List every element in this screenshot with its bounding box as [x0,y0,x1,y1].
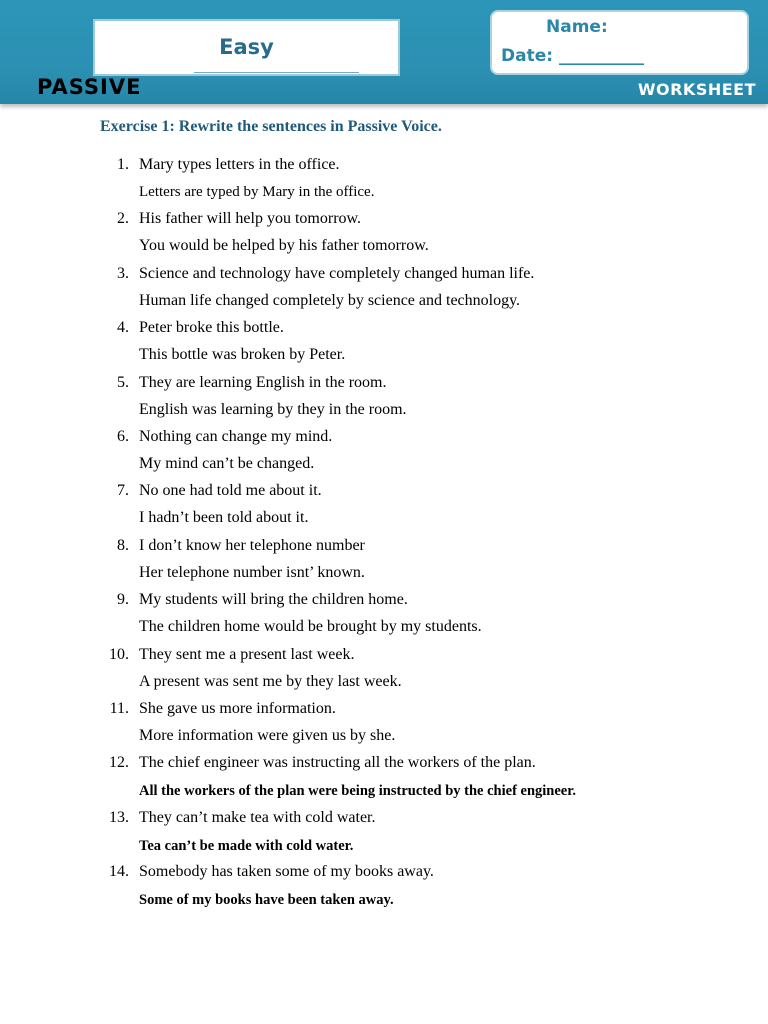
date-label: Date: __________ [501,46,644,66]
worksheet-header [0,0,768,104]
item-question: Peter broke this bottle. [139,319,284,337]
item-number: 14. [109,863,129,881]
item-answer: I hadn’t been told about it. [139,509,309,527]
list-item [100,372,700,426]
list-item [100,698,700,752]
item-question: Somebody has taken some of my books away. [139,863,434,881]
list-item [100,861,700,915]
item-answer: Letters are typed by Mary in the office. [139,184,375,200]
item-answer: The children home would be brought by my students. [139,618,482,636]
item-number: 5. [117,373,129,391]
list-item [100,644,700,698]
list-item [100,317,700,371]
item-question: No one had told me about it. [139,482,322,500]
item-question: My students will bring the children home. [139,591,408,609]
list-item [100,426,700,480]
level-underline [194,72,359,73]
item-number: 1. [117,156,129,173]
item-answer: This bottle was broken by Peter. [139,346,346,364]
item-question: She gave us more information. [139,699,336,717]
item-number: 10. [109,645,129,663]
item-number: 8. [117,536,129,554]
item-answer: Her telephone number isnt’ known. [139,563,365,581]
list-item [100,480,700,534]
item-number: 11. [109,699,129,717]
item-question: Mary types letters in the office. [139,156,340,173]
item-number: 6. [117,427,129,445]
list-item [100,752,700,806]
list-item [100,589,700,643]
item-number: 9. [117,591,129,609]
item-answer: You would be helped by his father tomorrow. [139,237,429,255]
item-question: They sent me a present last week. [139,645,355,663]
list-item [100,208,700,262]
list-item [100,263,700,317]
item-question: His father will help you tomorrow. [139,210,362,228]
item-number: 12. [109,754,129,772]
item-number: 7. [117,482,129,500]
list-item [100,535,700,589]
item-number: 4. [117,319,129,337]
item-answer: Tea can’t be made with cold water. [139,837,354,854]
title-worksheet: WORKSHEET [637,80,756,99]
name-date-box [490,10,749,75]
item-number: 13. [109,808,129,826]
level-box [93,19,400,76]
item-question: They are learning English in the room. [139,373,387,391]
list-item [100,154,700,208]
item-answer: A present was sent me by they last week. [139,672,402,690]
item-question: They can’t make tea with cold water. [139,808,376,826]
item-number: 3. [117,264,129,282]
item-question: The chief engineer was instructing all the workers of the plan. [139,754,536,772]
item-answer: Some of my books have been taken away. [139,892,394,909]
item-number: 2. [117,210,129,228]
item-question: Science and technology have completely changed human life. [139,264,535,282]
item-answer: My mind can’t be changed. [139,454,315,472]
item-answer: More information were given us by she. [139,726,396,744]
exercise-title: Exercise 1: Rewrite the sentences in Passive Voice. [100,118,442,135]
item-answer: All the workers of the plan were being instructed by the chief engineer. [139,783,576,800]
item-answer: English was learning by they in the room. [139,400,407,418]
list-item [100,807,700,861]
name-label: Name: [546,17,608,37]
level-label: Easy [219,35,274,59]
item-answer: Human life changed completely by science and technology. [139,291,521,309]
item-question: Nothing can change my mind. [139,427,333,445]
title-passive: PASSIVE [37,75,142,99]
exercise-list [100,154,700,915]
item-question: I don’t know her telephone number [139,536,365,554]
